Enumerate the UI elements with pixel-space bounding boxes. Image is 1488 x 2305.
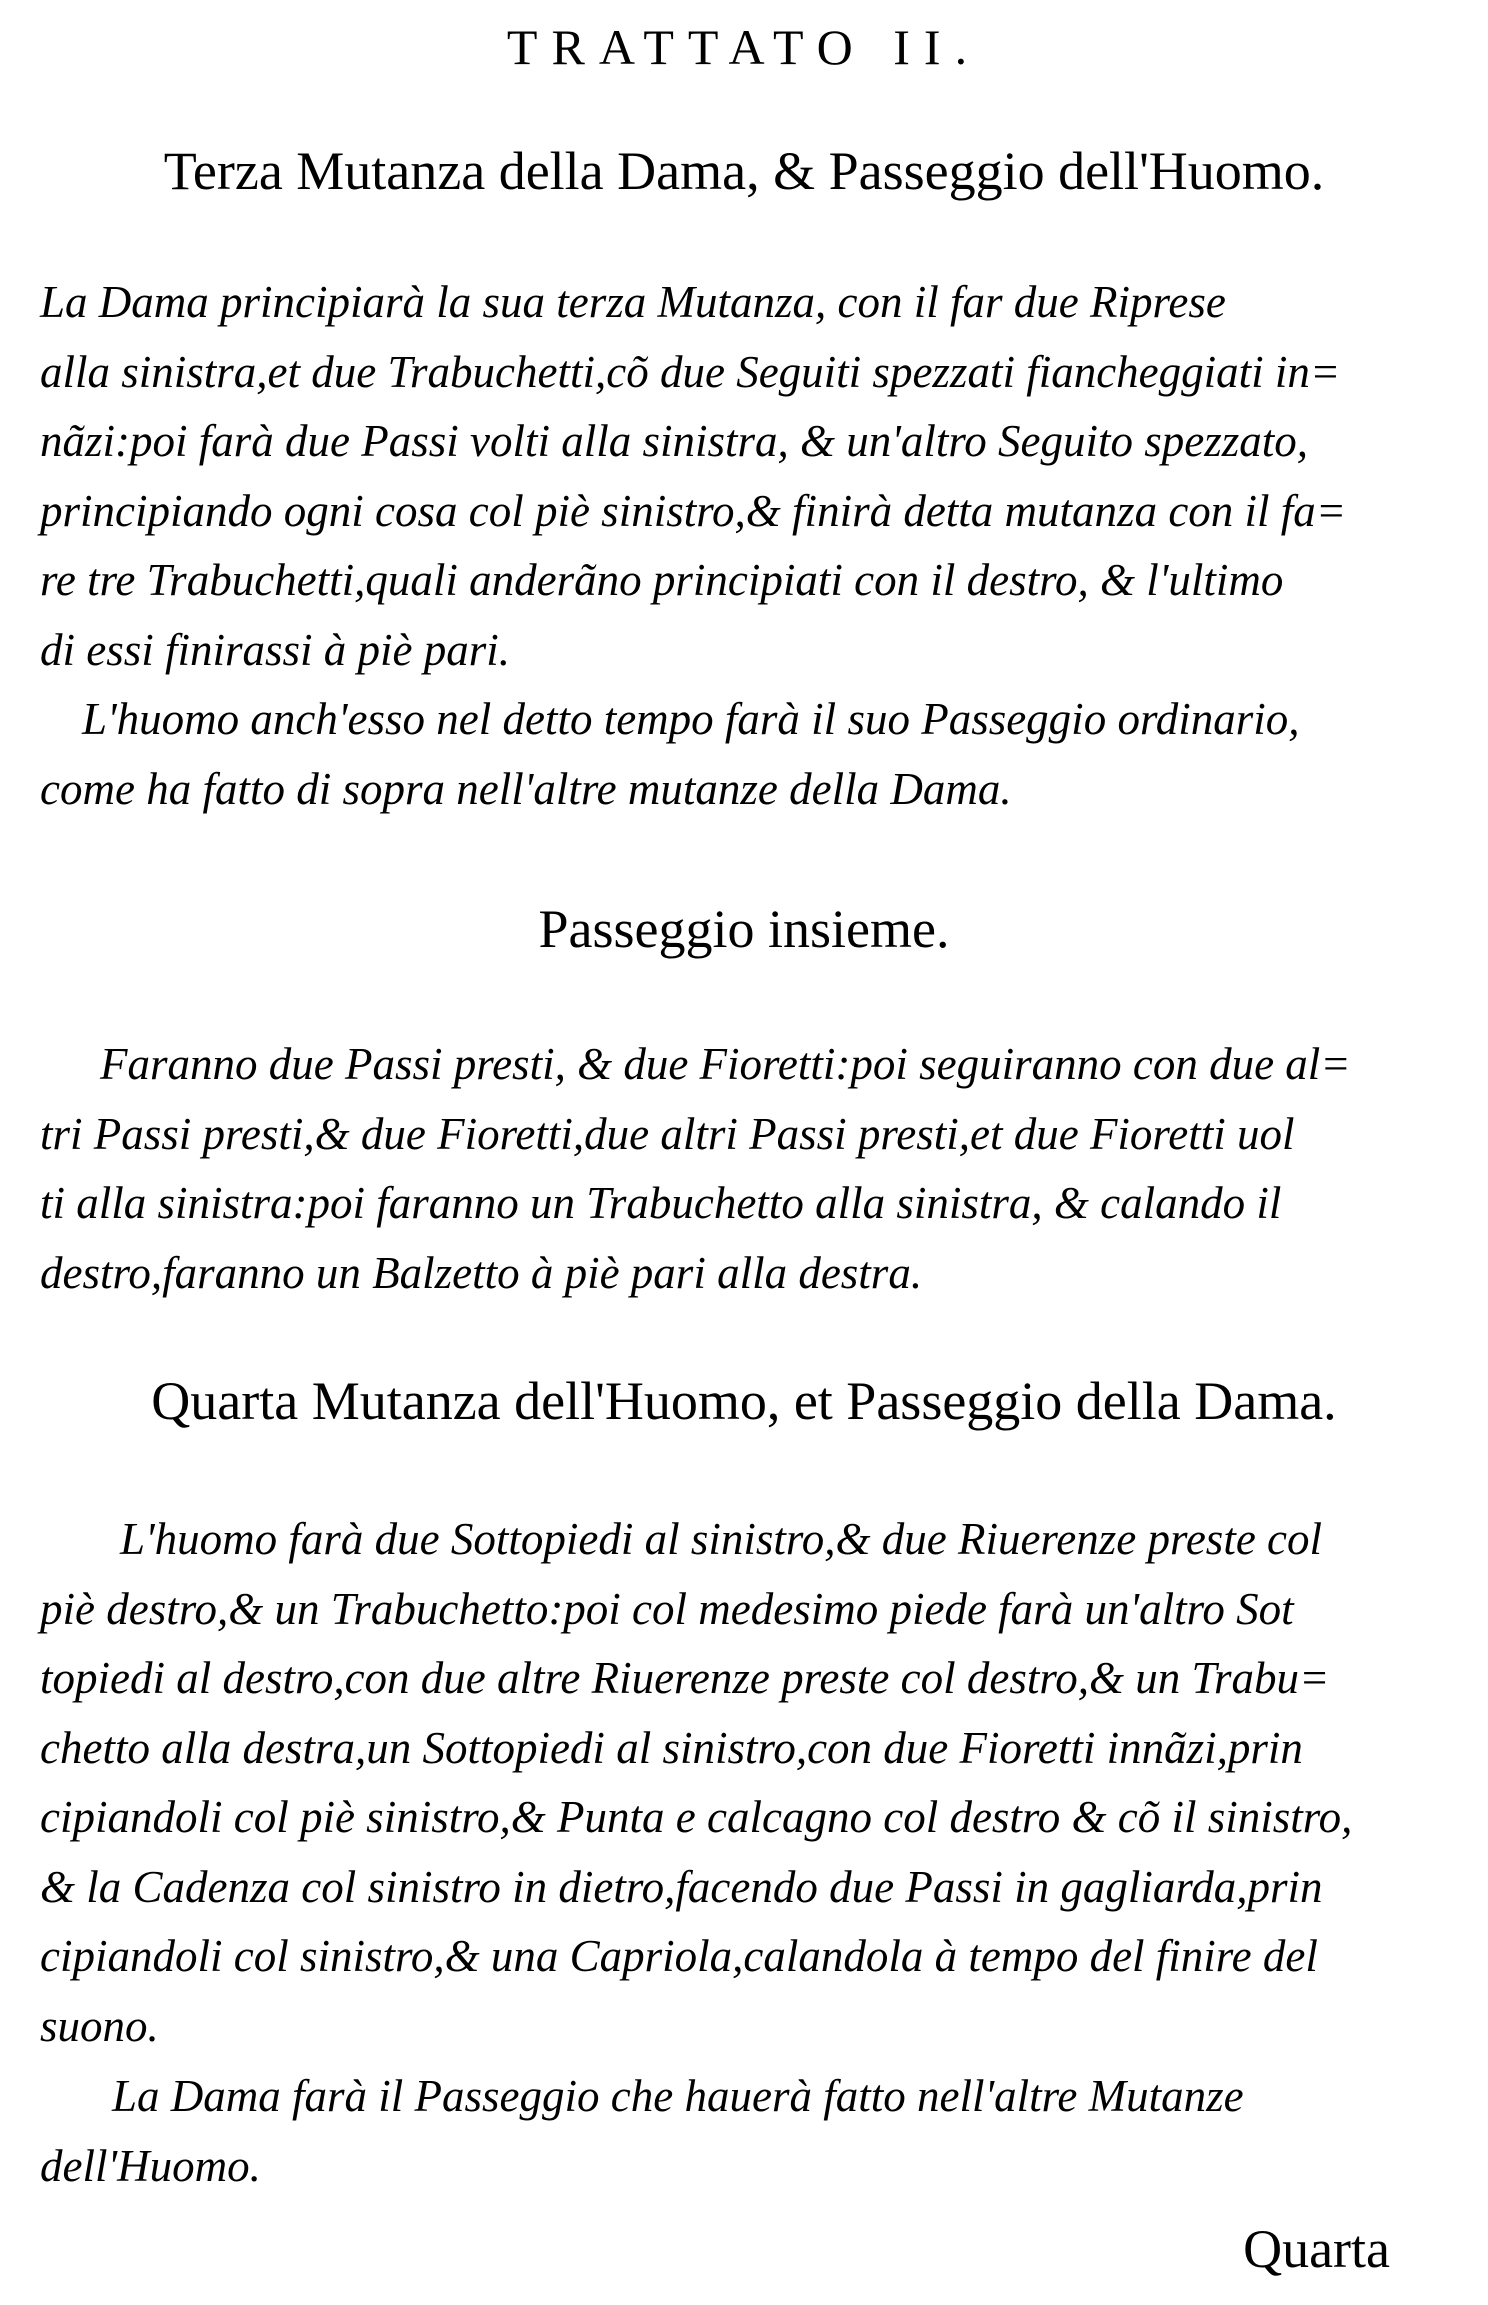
text-line: ti alla sinistra:poi faranno un Trabuchetto alla sinistra, & calando il xyxy=(40,1178,1282,1228)
section-heading-passeggio-insieme: Passeggio insieme. xyxy=(538,899,950,959)
running-head: TRATTATO II. xyxy=(506,19,982,75)
text-line: alla sinistra,et due Trabuchetti,cõ due Seguiti spezzati fiancheggiati in= xyxy=(40,346,1341,397)
catchword: Quarta xyxy=(1243,2219,1390,2279)
text-line: come ha fatto di sopra nell'altre mutanze della Dama. xyxy=(40,763,1012,814)
text-line: nãzi:poi farà due Passi volti alla sinistra, & un'altro Seguito spezzato, xyxy=(40,416,1308,466)
text-line: chetto alla destra,un Sottopiedi al sinistro,con due Fioretti innãzi,prin xyxy=(40,1722,1303,1773)
text-line: suono. xyxy=(40,2000,159,2051)
text-line: destro,faranno un Balzetto à piè pari alla destra. xyxy=(40,1247,923,1298)
text-line: principiando ogni cosa col piè sinistro,& finirà detta mutanza con il fa= xyxy=(40,485,1347,536)
text-line: La Dama farà il Passeggio che hauerà fatto nell'altre Mutanze xyxy=(112,2071,1244,2121)
text-line: Faranno due Passi presti, & due Fioretti:poi seguiranno con due al= xyxy=(100,1039,1351,1089)
text-line: re tre Trabuchetti,quali anderãno principiati con il destro, & l'ultimo xyxy=(40,555,1284,605)
text-line: cipiandoli col sinistro,& una Capriola,calandola à tempo del finire del xyxy=(40,1931,1318,1981)
text-line: topiedi al destro,con due altre Riuerenze preste col destro,& un Trabu= xyxy=(40,1653,1330,1703)
text-line: L'huomo anch'esso nel detto tempo farà il suo Passeggio ordinario, xyxy=(82,694,1300,744)
text-line: tri Passi presti,& due Fioretti,due altri Passi presti,et due Fioretti uol xyxy=(40,1108,1295,1159)
text-line: dell'Huomo. xyxy=(40,2140,261,2191)
paragraph-dama-terza-mutanza xyxy=(40,268,1450,685)
text-line: L'huomo farà due Sottopiedi al sinistro,& due Riuerenze preste col xyxy=(120,1514,1323,1564)
text-line: & la Cadenza col sinistro in dietro,facendo due Passi in gagliarda,prin xyxy=(40,1861,1323,1912)
section-heading-quarta-mutanza: Quarta Mutanza dell'Huomo, et Passeggio della Dama. xyxy=(151,1371,1337,1431)
text-line: La Dama principiarà la sua terza Mutanza, con il far due Riprese xyxy=(40,277,1226,327)
text-line: piè destro,& un Trabuchetto:poi col medesimo piede farà un'altro Sot xyxy=(40,1583,1294,1634)
paragraph-huomo-passeggio xyxy=(40,685,1450,824)
text-line: cipiandoli col piè sinistro,& Punta e calcagno col destro & cõ il sinistro, xyxy=(40,1792,1353,1842)
section-heading-terza-mutanza: Terza Mutanza della Dama, & Passeggio dell'Huomo. xyxy=(163,141,1325,201)
paragraph-huomo-quarta-mutanza xyxy=(40,1505,1450,2061)
paragraph-dama-passeggio xyxy=(40,2062,1450,2201)
text-line: di essi finirassi à piè pari. xyxy=(40,624,511,675)
paragraph-passeggio-insieme xyxy=(40,1030,1450,1308)
